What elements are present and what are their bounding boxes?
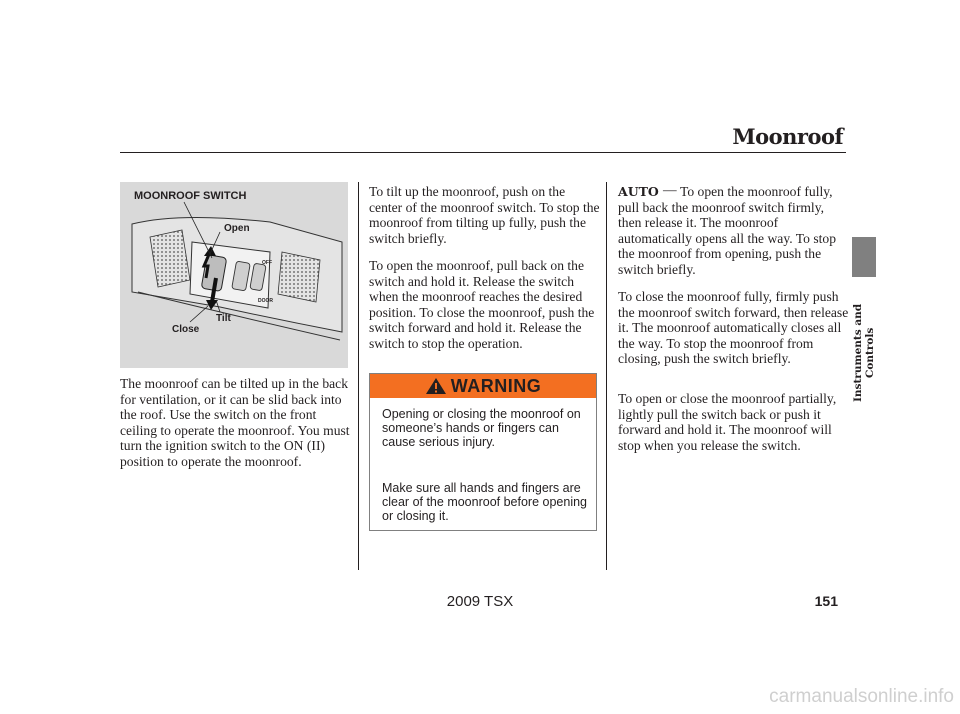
moonroof-switch-figure xyxy=(120,182,348,368)
warning-text-1: Opening or closing the moonroof on someone’s hands or fingers can cause serious injury. xyxy=(382,407,581,449)
intro-paragraph: The moonroof can be tilted up in the back for ventilation, or it can be slid back into the roof. Use the switch on the front ceiling to operate the moonroof. You must turn the ignition switch to the ON (II) position to operate the moonroof. xyxy=(120,376,350,469)
auto-open-paragraph: To open the moonroof fully, pull back the moonroof switch firmly, then release it. The moonroof automatically opens all the way. To stop the moonroof from opening, push the switch briefly. xyxy=(618,184,837,277)
partial-paragraph: To open or close the moonroof partially, lightly pull the switch back or push it forward and hold it. The moonroof will stop when you release the switch. xyxy=(618,391,837,453)
figure-heading: MOONROOF SWITCH xyxy=(134,190,247,202)
page-number: 151 xyxy=(814,593,838,609)
section-tab xyxy=(852,237,876,277)
label-close: Close xyxy=(172,324,200,335)
watermark: carmanualsonline.info xyxy=(769,686,954,707)
column-divider-2 xyxy=(606,182,607,570)
header-rule xyxy=(120,152,846,153)
label-open: Open xyxy=(224,223,250,234)
label-tilt: Tilt xyxy=(216,313,231,324)
warning-box xyxy=(369,373,597,531)
footer-model: 2009 TSX xyxy=(446,593,514,610)
auto-close-paragraph: To close the moonroof fully, firmly push the moonroof switch forward, then release it. The moonroof automatically closes all the way. To stop the moonroof from closing, push the switch briefly. xyxy=(618,289,849,366)
moonroof-switch-illustration xyxy=(120,182,348,368)
label-switch-door: DOOR xyxy=(258,298,273,304)
column-divider-1 xyxy=(358,182,359,570)
auto-heading: AUTO xyxy=(618,184,659,199)
label-switch-off: OFF xyxy=(262,260,272,266)
page-title: Moonroof xyxy=(732,124,843,149)
open-close-paragraph: To open the moonroof, pull back on the switch and hold it. Release the switch when the moonroof reaches the desired position. To close the moonroof, push the switch forward and hold it. Release the switch to stop the operation. xyxy=(369,258,595,351)
warning-header xyxy=(370,374,596,398)
warning-text-2: Make sure all hands and fingers are clear of the moonroof before opening or closing it. xyxy=(382,481,587,523)
tilt-paragraph: To tilt up the moonroof, push on the center of the moonroof switch. To stop the moonroof from tilting up fully, push the switch briefly. xyxy=(369,184,600,246)
auto-dash: — xyxy=(663,182,677,197)
section-label: Instruments and Controls xyxy=(852,303,876,403)
warning-heading: WARNING xyxy=(450,375,542,396)
warning-triangle-icon xyxy=(425,377,447,395)
